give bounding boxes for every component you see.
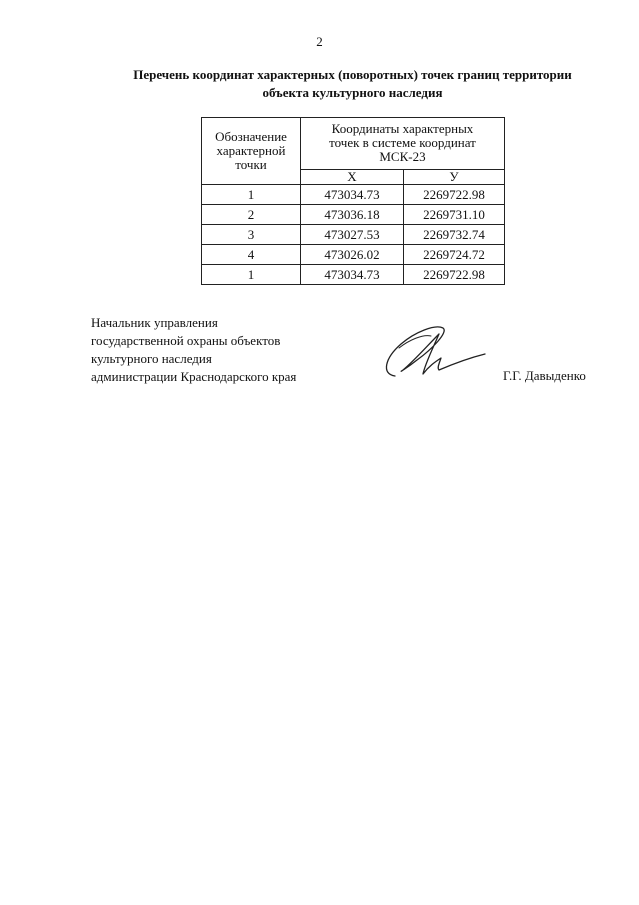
position-line: государственной охраны объектов: [91, 333, 281, 348]
point-cell: 3: [202, 225, 301, 245]
point-cell: 2: [202, 205, 301, 225]
header-x: X: [301, 169, 404, 184]
x-cell: 473036.18: [301, 205, 404, 225]
table-row: [202, 245, 505, 265]
x-cell: 473026.02: [301, 245, 404, 265]
y-cell: 2269724.72: [404, 245, 505, 265]
position-line: администрации Краснодарского края: [91, 369, 297, 384]
title-line-1: Перечень координат характерных (поворотных) точек границ территории: [133, 67, 572, 82]
header-coords-line: точек в системе координат: [329, 135, 476, 151]
title-line-2: объекта культурного наследия: [262, 85, 443, 100]
page-number: 2: [316, 34, 323, 49]
header-coords-line: МСК-23: [379, 149, 426, 165]
point-cell: 1: [202, 185, 301, 205]
handwritten-signature: [373, 318, 491, 382]
table-row: [202, 205, 505, 225]
position-line: Начальник управления: [91, 315, 218, 330]
y-cell: 2269732.74: [404, 225, 505, 245]
signatory-position: [91, 314, 296, 386]
signer-name: Г.Г. Давыденко: [503, 368, 586, 383]
point-cell: 4: [202, 245, 301, 265]
x-cell: 473034.73: [301, 265, 404, 285]
header-point-line: характерной: [216, 143, 286, 158]
header-coordinates: [301, 118, 505, 170]
header-y: У: [404, 169, 505, 184]
coordinates-table: [201, 117, 505, 285]
y-cell: 2269731.10: [404, 205, 505, 225]
header-point-designation: [202, 118, 301, 185]
y-cell: 2269722.98: [404, 265, 505, 285]
position-line: культурного наследия: [91, 351, 212, 366]
x-cell: 473027.53: [301, 225, 404, 245]
y-cell: 2269722.98: [404, 185, 505, 205]
header-point-line: Обозначение: [215, 129, 287, 144]
document-title: [80, 66, 625, 102]
table-row: [202, 265, 505, 285]
x-cell: 473034.73: [301, 185, 404, 205]
table-row: [202, 225, 505, 245]
table-row: [202, 185, 505, 205]
table-header-row: [202, 118, 505, 170]
point-cell: 1: [202, 265, 301, 285]
header-point-line: точки: [235, 157, 267, 172]
header-coords-line: Координаты характерных: [331, 121, 474, 137]
